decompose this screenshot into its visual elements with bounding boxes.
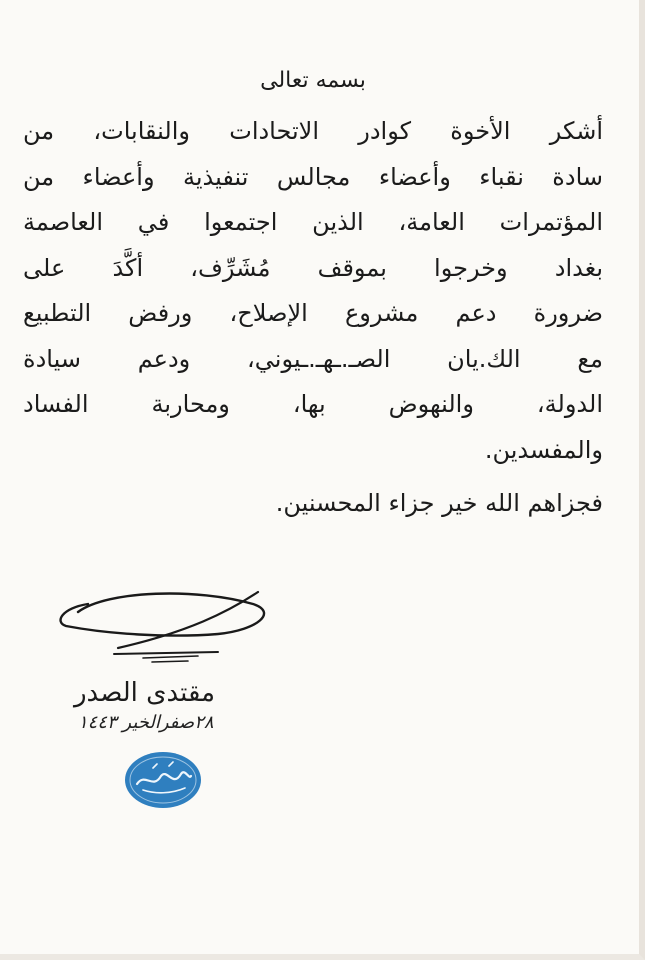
letter-closing: فجزاهم الله خير جزاء المحسنين.: [275, 489, 603, 517]
letter-line: ضرورة دعم مشروع الإصلاح، ورفض التطبيع: [23, 299, 603, 327]
letter-line: والمفسدين.: [484, 435, 603, 464]
letter-line: أشكر الأخوة كوادر الاتحادات والنقابات، من: [23, 117, 603, 145]
letter-body: [23, 68, 603, 517]
letter-line: بغداد وخرجوا بموقف مُشَرِّف، أكَّدَ على: [23, 253, 603, 282]
letter-heading: بسمه تعالى: [260, 68, 366, 93]
letter-line: الدولة، والنهوض بها، ومحاربة الفساد: [23, 390, 603, 418]
stamp-seal-shape: [125, 752, 201, 808]
stamp-seal: [123, 750, 203, 810]
handwritten-signature: [48, 582, 298, 672]
letter-line: المؤتمرات العامة، الذين اجتمعوا في العاصمة: [23, 208, 603, 236]
letter-line: سادة نقباء وأعضاء مجالس تنفيذية وأعضاء من: [23, 162, 603, 191]
letter-line: مع الك.يان الصـ.ـهـ.ـيوني، ودعم سيادة: [23, 344, 603, 373]
signer-name: مقتدى الصدر: [74, 678, 216, 708]
signature-date: ٢٨صفرالخير ١٤٤٣: [78, 712, 214, 733]
